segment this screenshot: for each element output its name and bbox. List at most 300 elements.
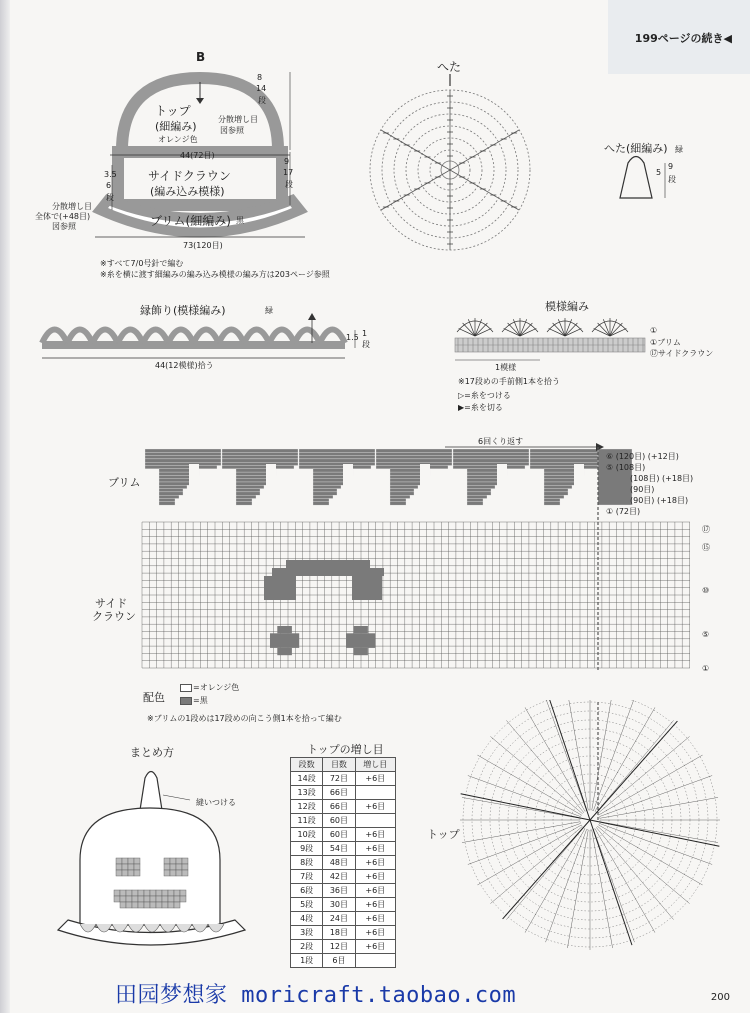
brim-cell-row [453, 452, 529, 455]
brim-cell-row [376, 462, 452, 465]
color-orange: =オレンジ色 [193, 683, 240, 692]
stitch-column [468, 823, 581, 864]
brim-row-label: ① (72目) [606, 507, 641, 516]
table-cell: 12段 [291, 800, 323, 814]
side-label: サイドクラウン [148, 169, 231, 183]
brim-cell-row [222, 456, 298, 459]
brim-row-label: (108目) (+18目) [630, 474, 694, 483]
table-cell: +6目 [355, 856, 395, 870]
finished-mouth [138, 896, 144, 902]
increase-table [290, 757, 396, 968]
color-swatch-orange [180, 684, 192, 692]
table-cell: +6目 [355, 884, 395, 898]
finished-mouth [120, 896, 126, 902]
edging-scallop [118, 330, 143, 344]
brim-cell-row [390, 492, 414, 495]
brim-cell-row [236, 479, 268, 482]
stitch-column [599, 776, 712, 817]
table-row [291, 954, 396, 968]
edging-scallop [168, 330, 193, 344]
brim-cell-row [453, 462, 529, 465]
table-cell: 72目 [323, 772, 355, 786]
increase-table-title: トップの増し目 [307, 743, 384, 756]
face-motif [264, 560, 384, 655]
brim-cell-row [222, 466, 294, 469]
table-cell: 10段 [291, 828, 323, 842]
finished-mouth [126, 896, 132, 902]
edging-scallop [244, 330, 269, 344]
brim-cell-row [467, 492, 491, 495]
dim-side-a: 9 [284, 157, 290, 166]
edging-scallops [42, 330, 345, 346]
brim-cell-row [222, 459, 298, 462]
brim-cell-row [390, 479, 422, 482]
top-label: トップ [155, 104, 191, 118]
brim-cell-row [376, 459, 452, 462]
brim-cell-row [313, 485, 341, 488]
chart-brim-label: ブリム [108, 476, 141, 489]
finished-eye [176, 858, 182, 864]
table-cell [355, 786, 395, 800]
finished-eye [122, 858, 128, 864]
finished-mouth [156, 902, 162, 908]
stitch-column [599, 823, 712, 864]
stem-dim-c: 段 [668, 175, 676, 184]
top-color: オレンジ色 [158, 135, 198, 144]
edging-scallop [219, 330, 244, 344]
stitch-column [567, 830, 588, 948]
brim-cell-row [544, 492, 568, 495]
finished-mouth [150, 896, 156, 902]
mouth-block [352, 576, 382, 600]
brim-cell-row [467, 495, 487, 498]
stitch-column [490, 736, 582, 813]
increase-line [503, 820, 590, 919]
finished-mouth [150, 902, 156, 908]
finished-mouth [156, 896, 162, 902]
eye-block [277, 626, 292, 633]
finishing-title: まとめ方 [130, 746, 174, 759]
chart-side-label-2: クラウン [92, 610, 136, 623]
top-sub: (細編み) [155, 120, 197, 133]
finished-mouth [114, 896, 120, 902]
finished-eye [182, 858, 188, 864]
stitch-column [595, 829, 655, 933]
finished-mouth [144, 896, 150, 902]
finished-eye [170, 858, 176, 864]
table-cell: 5段 [291, 898, 323, 912]
brim-note3: 図参照 [52, 222, 76, 231]
brim-cell-row [530, 462, 606, 465]
finished-eye [134, 870, 140, 876]
table-cell: 12目 [323, 940, 355, 954]
dim-side-c: 段 [285, 180, 293, 189]
dim-brim-a: 3.5 [104, 170, 117, 179]
table-cell: 24目 [323, 912, 355, 926]
finished-eye [128, 858, 134, 864]
table-cell: 18目 [323, 926, 355, 940]
stem-dim-a: 5 [656, 168, 662, 177]
finished-mouth [168, 896, 174, 902]
brim-row-label: ⑤ (108目) [606, 463, 646, 472]
table-cell: 3段 [291, 926, 323, 940]
stitch-column [477, 755, 581, 815]
brim-cell-row [222, 462, 298, 465]
finished-eye [116, 870, 122, 876]
finished-mouth [120, 902, 126, 908]
brim-cell-row [544, 489, 568, 492]
brim-notch [282, 473, 298, 504]
stitch-column [592, 830, 613, 948]
finished-eye [164, 858, 170, 864]
stem-color: 緑 [675, 145, 683, 154]
stem-circle-chart [370, 74, 530, 250]
stitch-column [599, 755, 703, 815]
finished-mouth [168, 890, 174, 896]
table-row [291, 814, 396, 828]
finished-mouth [138, 902, 144, 908]
stitch-column [567, 692, 588, 810]
repeat-label: 6回くり返す [478, 437, 524, 446]
column-header: 目数 [323, 758, 355, 772]
brim-cell-row [530, 466, 602, 469]
side-row-label: ⑰ [702, 525, 710, 534]
stem-dim-b: 9 [668, 162, 674, 171]
brim-cell-row [222, 449, 298, 452]
finished-eye [164, 870, 170, 876]
finished-mouth [180, 896, 186, 902]
brim-cell-row [453, 456, 529, 459]
brim-cell-row [313, 479, 345, 482]
table-row [291, 800, 396, 814]
legend-cut: ▶=糸を切る [458, 403, 503, 412]
brim-chart [145, 449, 632, 505]
brim-cell-row [376, 449, 452, 452]
table-row [291, 884, 396, 898]
finished-mouth [120, 890, 126, 896]
brim-cell-row [530, 449, 606, 452]
stitch-column [506, 828, 583, 920]
brim-cell-row [390, 502, 406, 505]
finished-eye [134, 864, 140, 870]
mouth-block [286, 560, 370, 568]
brim-cell-row [159, 482, 191, 485]
stitch-column [490, 826, 582, 903]
table-row [291, 912, 396, 926]
pattern-label-side: ⑰サイドクラウン [650, 349, 714, 358]
side-row-label: ① [702, 664, 710, 673]
table-cell: 9段 [291, 842, 323, 856]
edging-title: 縁飾り(模様編み) [140, 304, 226, 317]
eye-block [346, 633, 375, 648]
table-cell: 8段 [291, 856, 323, 870]
sew-note: 縫いつける [196, 798, 236, 807]
brim-cell-row [544, 495, 564, 498]
brim-cell-row [299, 449, 375, 452]
brim-row-label: (90目) (+18目) [630, 496, 689, 505]
table-cell: +6目 [355, 898, 395, 912]
brim-cell-row [544, 485, 572, 488]
finished-mouth [174, 902, 180, 908]
stitch-column [525, 829, 585, 933]
finished-mouth [132, 890, 138, 896]
stitch-column [525, 707, 585, 811]
brim-row-label: ⑥ (120目) (+12目) [606, 452, 679, 461]
top-increase-note1: 分散増し目 [218, 115, 258, 124]
note-2: ※糸を横に渡す細編みの編み込み模様の編み方は203ページ参照 [100, 270, 330, 279]
finished-mouth [162, 896, 168, 902]
table-cell: 6目 [323, 954, 355, 968]
brim-cell-row [145, 449, 221, 452]
brim-cell-row [159, 502, 175, 505]
stitch-column [598, 736, 690, 813]
table-cell: +6目 [355, 828, 395, 842]
table-cell: 42目 [323, 870, 355, 884]
brim-cell-row [544, 502, 560, 505]
brim-cell-row [390, 489, 414, 492]
brim-notch [513, 473, 529, 504]
brim-cell-row [145, 466, 217, 469]
brim-cell-row [313, 499, 329, 502]
stitch-column [477, 825, 581, 885]
brim-color: 黒 [236, 216, 244, 225]
brim-notch [189, 464, 199, 504]
top-increase-note2: 図参照 [220, 126, 244, 135]
brim-cell-row [159, 492, 183, 495]
edging-scallop [194, 330, 219, 344]
width-top: 44(72目) [180, 151, 215, 160]
brim-row-label: (90目) [630, 485, 655, 494]
brim-cell-row [467, 502, 483, 505]
edging-scallop [143, 330, 168, 344]
brim-label: ブリム(細編み) [150, 214, 231, 228]
side-row-label: ⑮ [702, 543, 710, 552]
side-crown-grid [142, 522, 690, 668]
stitch-column [600, 822, 718, 843]
pattern-stitch-diagram [455, 318, 645, 352]
finished-eye [170, 864, 176, 870]
page-number: 200 [710, 992, 730, 1003]
eye-block [353, 648, 368, 655]
brim-cell-row [530, 456, 606, 459]
brim-notch [205, 473, 221, 504]
brim-cell-row [159, 489, 183, 492]
brim-cell-row [299, 462, 375, 465]
table-cell: 60目 [323, 814, 355, 828]
stitch-column [598, 826, 690, 903]
brim-cell-row [376, 452, 452, 455]
brim-note2: 全体で(+48目) [35, 212, 91, 221]
chart-top-label: トップ [427, 828, 460, 841]
finished-mouth [132, 896, 138, 902]
stem-title: へた [437, 60, 462, 74]
table-row [291, 842, 396, 856]
brim-cell-row [236, 485, 264, 488]
table-cell: 30目 [323, 898, 355, 912]
brim-cell-row [453, 459, 529, 462]
brim-cell-row [159, 495, 179, 498]
pattern-label-1: ① [650, 326, 658, 335]
finished-eye [122, 864, 128, 870]
edging-height-b: 1 [362, 329, 368, 338]
table-cell: +6目 [355, 772, 395, 786]
top-circle-chart [450, 670, 730, 950]
increase-line [590, 820, 632, 945]
brim-notch [266, 464, 276, 504]
table-cell: 48目 [323, 856, 355, 870]
edging-height-c: 段 [362, 340, 370, 349]
table-row [291, 870, 396, 884]
stitch-column [546, 698, 587, 811]
brim-notch [497, 464, 507, 504]
brim-cell-row [467, 489, 491, 492]
brim-cell-row [544, 479, 576, 482]
pattern-note: ※17段めの手前側1本を拾う [458, 377, 560, 386]
brim-cell-row [159, 479, 191, 482]
finished-eye [182, 864, 188, 870]
table-cell: 6段 [291, 884, 323, 898]
table-cell [355, 954, 395, 968]
brim-cell-row [236, 489, 260, 492]
brim-cell-row [236, 495, 256, 498]
stitch-column [593, 829, 634, 942]
chart-side-label-1: サイド [95, 597, 128, 610]
brim-note1: 分散増し目 [52, 202, 92, 211]
table-row [291, 786, 396, 800]
pattern-label-brim: ①ブリム [650, 338, 681, 347]
finished-mouth [138, 890, 144, 896]
finished-stem [140, 772, 162, 811]
table-row [291, 926, 396, 940]
column-header: 増し目 [355, 758, 395, 772]
dim-top-a: 8 [257, 73, 263, 82]
brim-cell-row [313, 492, 337, 495]
column-header: 段数 [291, 758, 323, 772]
dim-top-b: 14 [256, 84, 267, 93]
legend-attach: ▷=糸をつける [458, 391, 511, 400]
brim-cell-row [236, 482, 268, 485]
pattern-title: 模様編み [545, 300, 589, 313]
table-cell: 2段 [291, 940, 323, 954]
brim-cell-row [390, 499, 406, 502]
increase-line [461, 794, 590, 820]
pattern-repeat-unit: 1模様 [495, 363, 517, 372]
brim-cell-row [544, 499, 560, 502]
brim-notch [436, 473, 452, 504]
table-cell: 66目 [323, 800, 355, 814]
table-cell: 36目 [323, 884, 355, 898]
table-row [291, 828, 396, 842]
finished-mouth [150, 890, 156, 896]
brim-notch [574, 464, 584, 504]
finished-eye [128, 870, 134, 876]
finished-eye [122, 870, 128, 876]
stem-title-2: へた(細編み) [604, 142, 668, 155]
table-cell: 54目 [323, 842, 355, 856]
brim-cell-row [313, 502, 329, 505]
color-key-title: 配色 [143, 691, 165, 704]
color-black: =黒 [193, 696, 208, 705]
finished-mouth [174, 890, 180, 896]
note-1: ※すべて7/0号針で編む [100, 259, 184, 268]
finished-eye [134, 858, 140, 864]
edging-scallop [93, 330, 118, 344]
finished-eye [116, 864, 122, 870]
brim-cell-row [159, 485, 187, 488]
brim-cell-row [530, 452, 606, 455]
edging-width: 44(12模様)拾う [155, 361, 214, 370]
edging-height-a: 1.5 [346, 333, 359, 342]
table-cell: +6目 [355, 800, 395, 814]
table-row [291, 898, 396, 912]
brim-cell-row [467, 499, 483, 502]
finished-eye [164, 864, 170, 870]
increase-line [590, 820, 719, 846]
increase-line [548, 695, 590, 820]
brim-cell-row [299, 456, 375, 459]
brim-cell-row [299, 452, 375, 455]
stem-side-view [620, 157, 652, 199]
finished-mouth [156, 890, 162, 896]
edging-color: 緑 [265, 306, 273, 315]
table-row [291, 772, 396, 786]
table-cell: 1段 [291, 954, 323, 968]
finished-mouth [132, 902, 138, 908]
table-cell: 14段 [291, 772, 323, 786]
brim-cell-row [145, 462, 221, 465]
width-brim: 73(120目) [183, 241, 223, 250]
table-cell: +6目 [355, 870, 395, 884]
dim-top-c: 段 [258, 96, 266, 105]
table-cell: +6目 [355, 926, 395, 940]
finished-eye [176, 864, 182, 870]
edging-scallop [295, 330, 320, 344]
brim-cell-row [530, 459, 606, 462]
stitch-column [462, 822, 580, 843]
brim-cell-row [236, 499, 252, 502]
table-cell: 60目 [323, 828, 355, 842]
brim-cell-row [313, 489, 337, 492]
finished-mouth [114, 890, 120, 896]
brim-cell-row [145, 459, 221, 462]
brim-cell-row [390, 482, 422, 485]
watermark: 田园梦想家 moricraft.taobao.com [115, 983, 517, 1008]
brim-notch [343, 464, 353, 504]
stitch-column [462, 797, 580, 818]
finished-eye [128, 864, 134, 870]
brim-cell-row [159, 499, 175, 502]
brim-cell-row [390, 495, 410, 498]
brim-cell-row [222, 452, 298, 455]
table-header-row [291, 758, 396, 772]
stitch-column [600, 797, 718, 818]
hat-label-b: B [196, 50, 206, 64]
stitch-column [592, 692, 613, 810]
brim-cell-row [467, 482, 499, 485]
stitch-column [599, 825, 703, 885]
table-cell: 7段 [291, 870, 323, 884]
brim-cell-row [467, 485, 495, 488]
table-cell: 11段 [291, 814, 323, 828]
finished-scallop [144, 924, 160, 932]
brim-cell-row [467, 479, 499, 482]
finished-mouth [126, 902, 132, 908]
side-row-label: ⑤ [702, 630, 710, 639]
color-swatch-black [180, 697, 192, 705]
brim-cell-row [236, 502, 252, 505]
edging-scallop [42, 330, 67, 344]
finished-mouth [126, 890, 132, 896]
